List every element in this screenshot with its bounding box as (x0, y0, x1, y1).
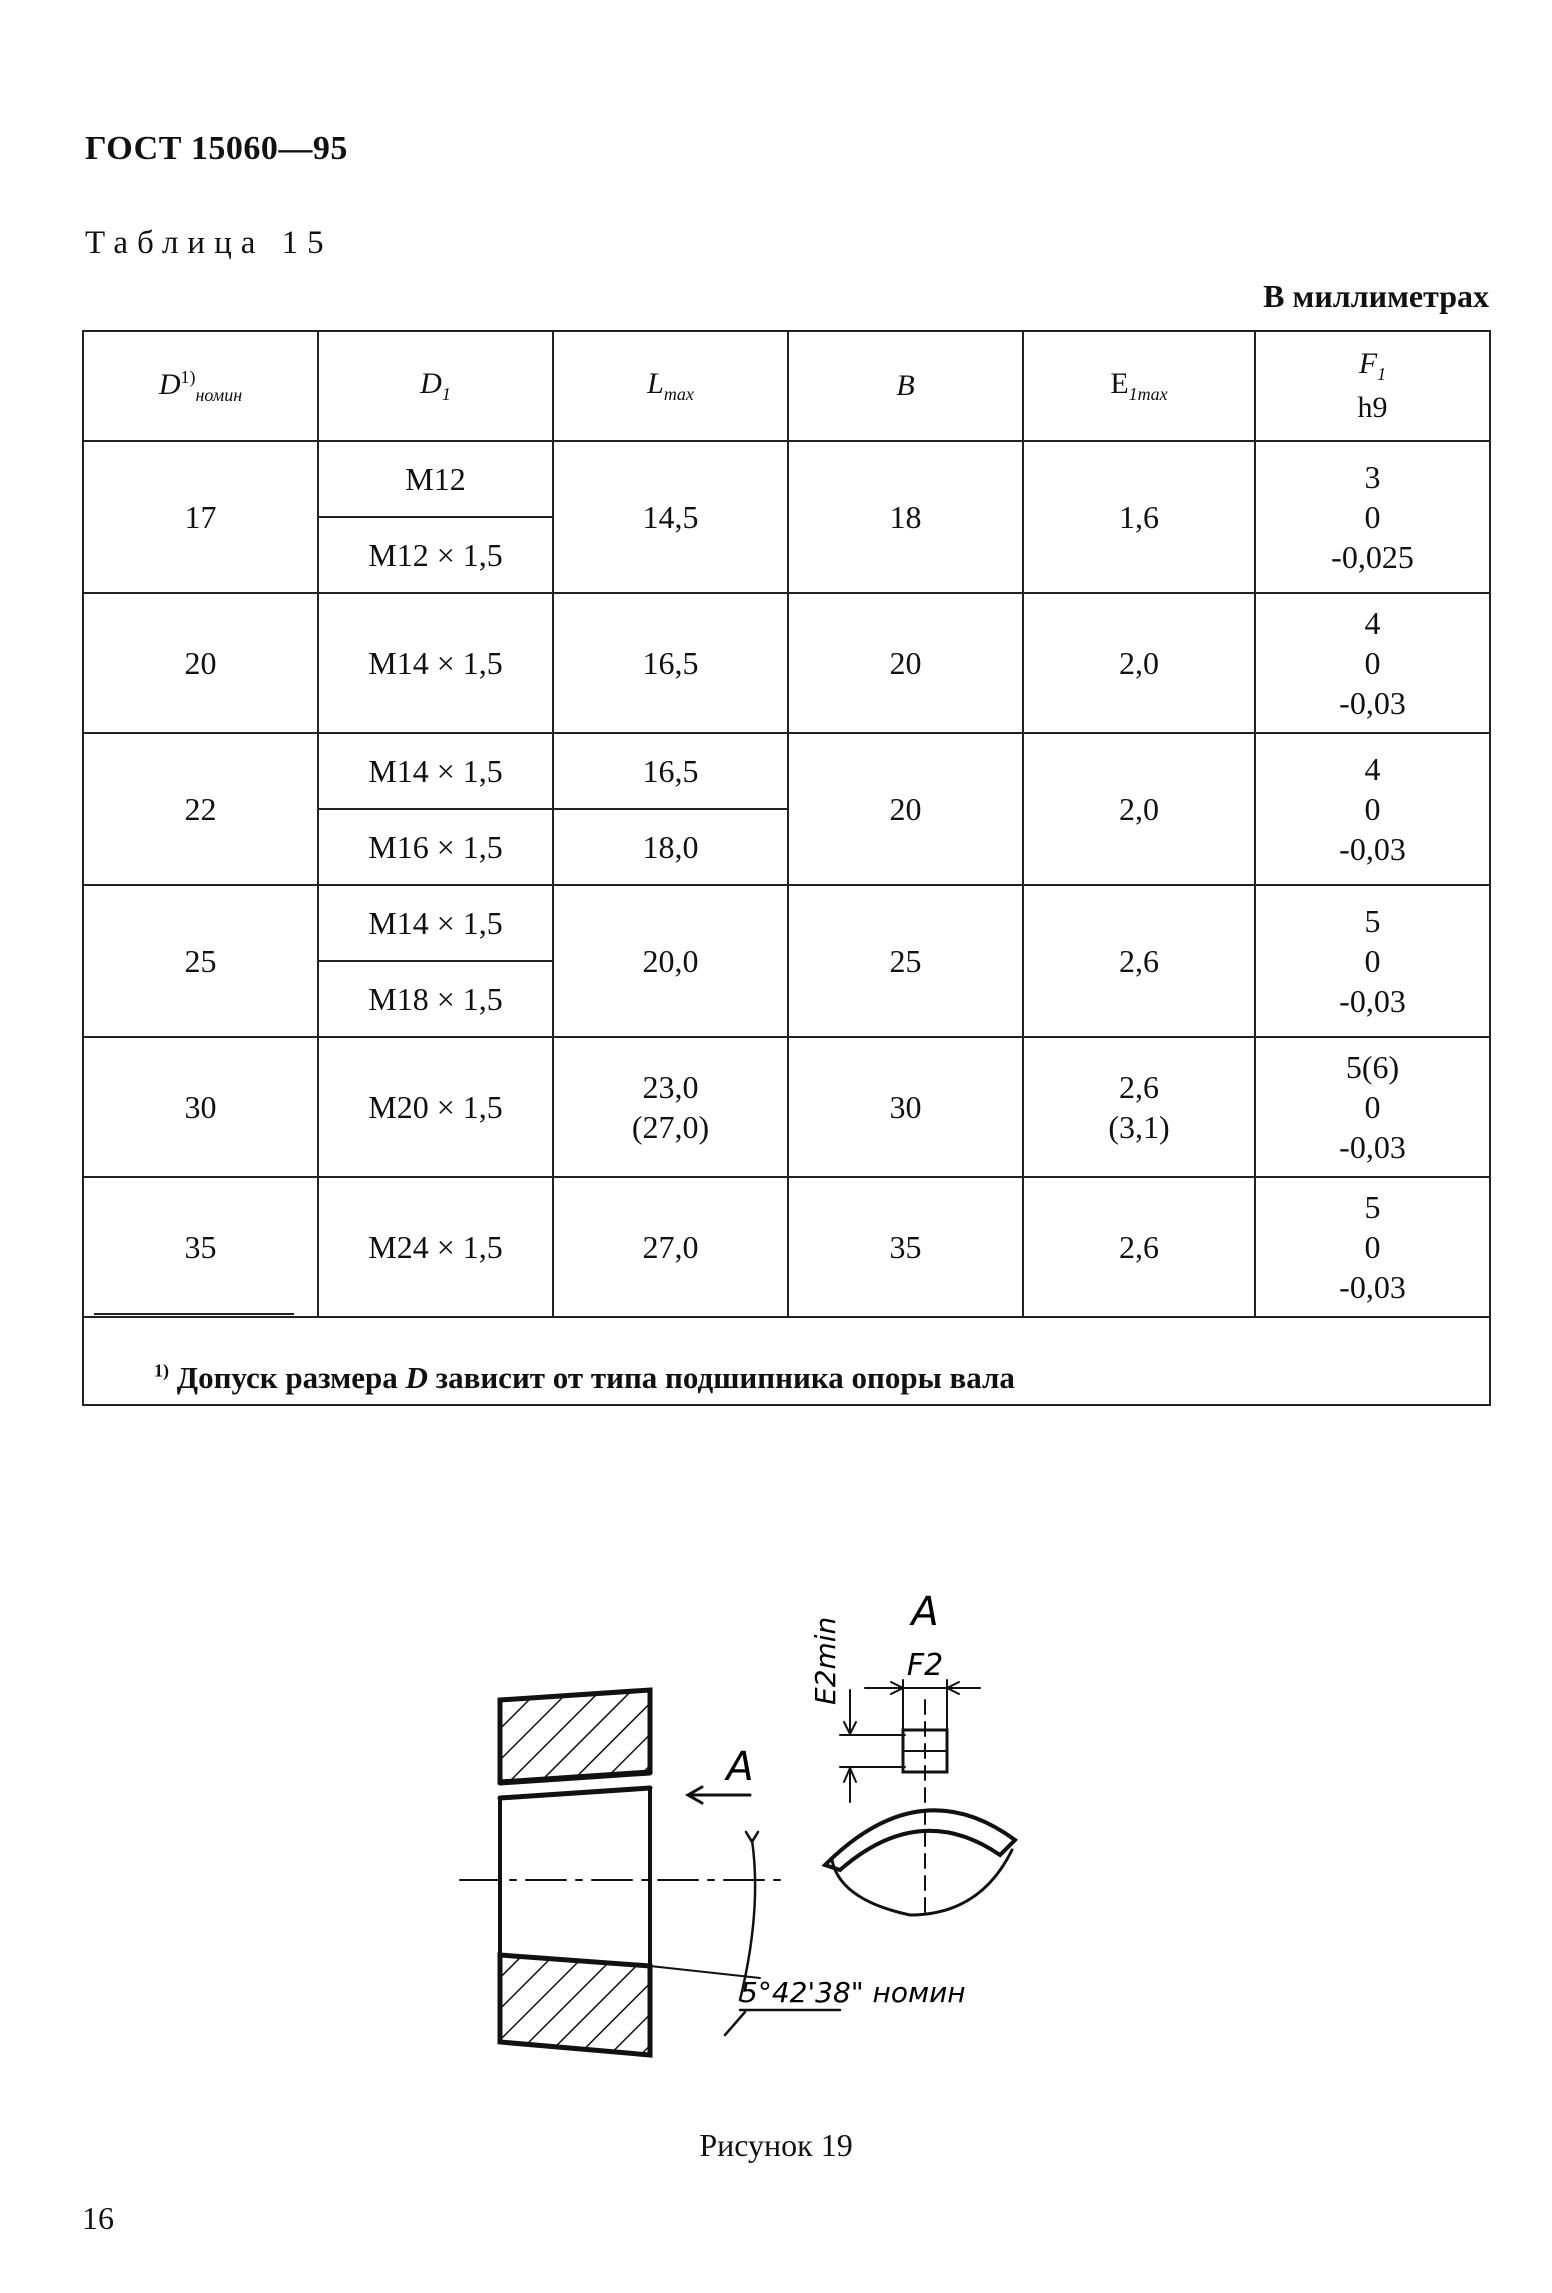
cell-b: 35 (788, 1177, 1023, 1317)
cell-lmax: 18,0 (553, 809, 788, 885)
cell-lmax: 23,0 (27,0) (553, 1037, 788, 1177)
cell-d1: M14 × 1,5 (318, 885, 553, 961)
cell-e1max: 2,0 (1023, 593, 1255, 733)
label-arrow-a: A (726, 1744, 754, 1790)
cell-b: 18 (788, 441, 1023, 593)
label-angle: 5°42'38" номин (740, 1976, 966, 2009)
cell-f1: 3 0 -0,025 (1255, 441, 1490, 593)
cell-d1: M18 × 1,5 (318, 961, 553, 1037)
cell-d1: M14 × 1,5 (318, 733, 553, 809)
page-number: 16 (82, 2200, 114, 2236)
cell-e1max: 2,6 (1023, 885, 1255, 1037)
cell-lmax: 16,5 (553, 593, 788, 733)
label-e2min: E2min (809, 1616, 842, 1705)
figure-caption: Рисунок 19 (699, 2127, 853, 2163)
cell-f1: 5 0 -0,03 (1255, 1177, 1490, 1317)
cell-d: 25 (83, 885, 318, 1037)
table-row (83, 885, 1490, 961)
cell-b: 20 (788, 593, 1023, 733)
header-f1: $F_1$ h9 (1255, 331, 1490, 441)
cell-b: 25 (788, 885, 1023, 1037)
cell-e1max: 2,0 (1023, 733, 1255, 885)
footnote-text: $^{1)}$ Допуск размера D зависит от типа подшипника опоры вала (154, 1360, 1015, 1395)
label-view-a: A (911, 1589, 939, 1635)
cell-e1max: 2,6 (1023, 1177, 1255, 1317)
cell-e1max: 1,6 (1023, 441, 1255, 593)
cell-d: 35 (83, 1177, 318, 1317)
header-d1: $D_1$ (318, 331, 553, 441)
cell-f1: 4 0 -0,03 (1255, 593, 1490, 733)
cell-d: 20 (83, 593, 318, 733)
cell-e1max: 2,6 (3,1) (1023, 1037, 1255, 1177)
footnote-rule (94, 1313, 294, 1315)
table-row (83, 1177, 1490, 1317)
label-f2: F2 (906, 1648, 944, 1683)
cell-d: 30 (83, 1037, 318, 1177)
cell-d1: M20 × 1,5 (318, 1037, 553, 1177)
cell-f1: 5(6) 0 -0,03 (1255, 1037, 1490, 1177)
cell-b: 20 (788, 733, 1023, 885)
cell-lmax: 16,5 (553, 733, 788, 809)
technical-drawing (440, 1570, 1120, 2110)
header-b: B (788, 331, 1023, 441)
table-row (83, 441, 1490, 517)
cell-d1: M12 (318, 441, 553, 517)
cell-lmax: 20,0 (553, 885, 788, 1037)
cell-d1: M12 × 1,5 (318, 517, 553, 593)
table-row (83, 593, 1490, 733)
cell-d1: M24 × 1,5 (318, 1177, 553, 1317)
header-d: $D^{1)}_{номин}$ (83, 331, 318, 441)
header-e1max: $E_{1max}$ (1023, 331, 1255, 441)
cell-lmax: 27,0 (553, 1177, 788, 1317)
cell-lmax: 14,5 (553, 441, 788, 593)
table-units: В миллиметрах (1263, 278, 1489, 314)
footnote-row (83, 1317, 1490, 1405)
cell-d: 17 (83, 441, 318, 593)
cell-d: 22 (83, 733, 318, 885)
cell-f1: 5 0 -0,03 (1255, 885, 1490, 1037)
standard-title: ГОСТ 15060—95 (85, 130, 348, 167)
table-caption: Таблица 15 (85, 225, 333, 261)
cell-f1: 4 0 -0,03 (1255, 733, 1490, 885)
table-row (83, 733, 1490, 809)
footnote-cell (83, 1317, 1490, 1405)
cell-d1: M16 × 1,5 (318, 809, 553, 885)
cell-d1: M14 × 1,5 (318, 593, 553, 733)
view-a (825, 1680, 1015, 1920)
cell-b: 30 (788, 1037, 1023, 1177)
dimensions-table (82, 330, 1491, 1406)
table-header-row (83, 331, 1490, 441)
header-lmax: $L_{max}$ (553, 331, 788, 441)
table-row (83, 1037, 1490, 1177)
